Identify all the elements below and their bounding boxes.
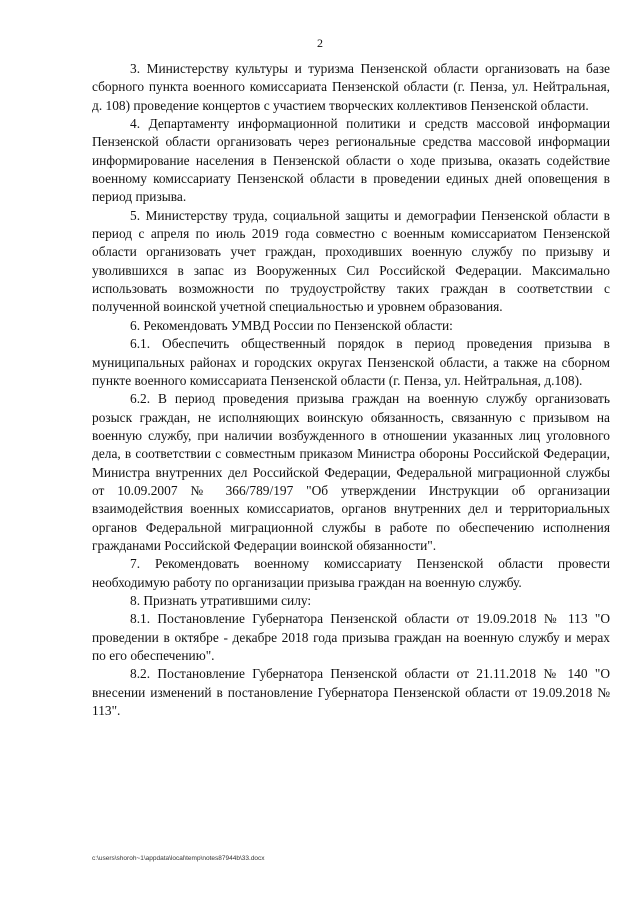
paragraph-6-2: 6.2. В период проведения призыва граждан на военную службу организовать розыск граждан, не исполняющих воинскую обязанность, связанную с призывом на военную службу, при наличии возбужденного в отношении указанных лиц уголовного дела, в соответствии с совместным приказом Министра обороны Российской Федерации, Министра внутренних дел Российской Федерации, Федеральной миграционной службы от 10.09.2007 № 366/789/197 "Об утверждении Инструкции об организации взаимодействия военных комиссариатов, органов внутренних дел и территориальных органов Федеральной миграционной службы в работе по обеспечению исполнения гражданами Российской Федерации воинской обязанности". — [92, 391, 610, 553]
paragraph-6: 6. Рекомендовать УМВД России по Пензенской области: — [130, 317, 453, 333]
paragraph-8-2: 8.2. Постановление Губернатора Пензенской области от 21.11.2018 № 140 "О внесении изменений в постановление Губернатора Пензенской области от 19.09.2018 № 113". — [92, 666, 610, 719]
paragraph-6-1: 6.1. Обеспечить общественный порядок в период проведения призыва в муниципальных районах и городских округах Пензенской области, а также на сборном пункте военного комиссариата Пензенской области (г. Пенза, ул. Нейтральная, д.108). — [92, 336, 610, 388]
page-number: 2 — [317, 36, 323, 50]
paragraph-4: 4. Департаменту информационной политики и средств массовой информации Пензенской области организовать через региональные средства массовой информации информирование населения в Пензенской области о ходе призыва, оказать содействие военному комиссариату Пензенской области в проведении единых дней оповещения в период призыва. — [92, 116, 610, 205]
paragraph-7: 7. Рекомендовать военному комиссариату Пензенской области провести необходимую работу по организации призыва граждан на военную службу. — [92, 556, 610, 590]
paragraph-3: 3. Министерству культуры и туризма Пензенской области организовать на базе сборного пункта военного комиссариата Пензенской области (г. Пенза, ул. Нейтральная, д. 108) проведение концертов с участием творческих коллективов Пензенской области. — [92, 61, 610, 113]
document-body — [92, 60, 610, 720]
paragraph-5: 5. Министерству труда, социальной защиты и демографии Пензенской области в период с апреля по июль 2019 года совместно с военным комиссариатом Пензенской области организовать учет граждан, проходивших военную службу по призыву и уволившихся в запас из Вооруженных Сил Российской Федерации. Максимально использовать возможности по трудоустройству таких граждан в соответствии с полученной воинской учетной специальностью и уровнем образования. — [92, 207, 610, 315]
paragraph-8-1: 8.1. Постановление Губернатора Пензенской области от 19.09.2018 № 113 "О проведении в октябре - декабре 2018 года призыва граждан на военную службу и мерах по его обеспечению". — [92, 611, 610, 663]
paragraph-8: 8. Признать утратившими силу: — [130, 592, 312, 608]
footer-file-path: c:\users\shoroh~1\appdata\local\temp\notes87944b\33.docx — [92, 855, 265, 862]
